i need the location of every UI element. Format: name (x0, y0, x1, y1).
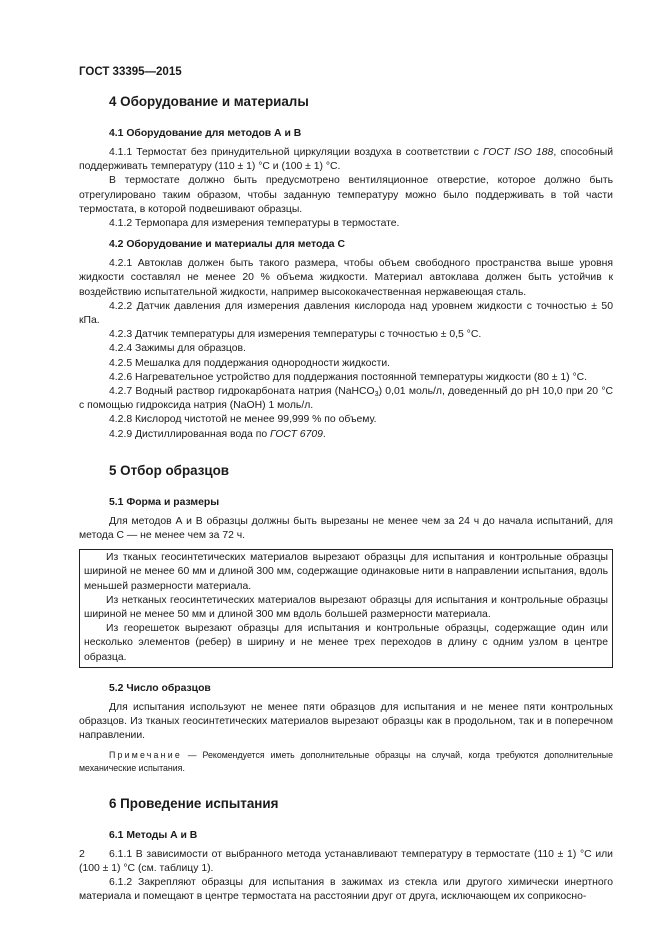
note-text: — Рекомендуется иметь дополнительные образцы на случай, когда требуются дополнительные механические испытания. (79, 749, 613, 773)
standard-reference: ГОСТ 6709 (270, 428, 323, 440)
paragraph-4-2-8: 4.2.8 Кислород чистотой не менее 99,999 % по объему. (109, 414, 377, 426)
box-paragraph-geogrid: Из георешеток вырезают образцы для испытания и контрольные образцы, содержащие один или несколько элементов (ребер) в ширину и не менее трех переходов в длину с одним узлом в центре образца. (84, 623, 608, 663)
paragraph-text: ) 0,01 моль/л, доведенный до рН 10,0 при 20 °С с помощью гидроксида натрия (NaOH) 1 моль/л. (79, 386, 613, 412)
section-6-title: 6 Проведение испытания (109, 795, 279, 811)
subsection-4-2-title: 4.2 Оборудование и материалы для метода С (109, 239, 345, 251)
paragraph-4-2-1: 4.2.1 Автоклав должен быть такого размера, чтобы объем свободного пространства выше уровня жидкости составлял не менее 20 % объема жидкости. Материал автоклава должен быть устойчив к воздействию испытательной жидкости, например высококачественная нержавеющая сталь. (79, 258, 613, 298)
paragraph-5-1: Для методов А и В образцы должны быть вырезаны не менее чем за 24 ч до начала испытаний, для метода С — не менее чем за 72 ч. (79, 515, 613, 542)
subsection-5-2-title: 5.2 Число образцов (109, 682, 211, 694)
paragraph-text: 4.1.1 Термостат без принудительной циркуляции воздуха в соответствии с (109, 147, 483, 158)
document-header: ГОСТ 33395—2015 (79, 66, 182, 78)
paragraph-5-2: Для испытания используют не менее пяти образцов для испытания и не менее пяти контрольных образцов. Из тканых геосинтетических материалов вырезают образцы как в продольном, так и в поперечном направлении. (79, 701, 613, 742)
paragraph-4-2-3: 4.2.3 Датчик температуры для измерения температуры с точностью ± 0,5 °С. (109, 329, 482, 341)
section-4-title: 4 Оборудование и материалы (109, 94, 309, 109)
paragraph-4-1-1-vent: В термостате должно быть предусмотрено вентиляционное отверстие, которое должно быть отрегулировано таким образом, чтобы заданную температуру можно было поддерживать в той части термостата, в которой подвешивают образцы. (79, 175, 613, 215)
paragraph-4-2-4: 4.2.4 Зажимы для образцов. (109, 343, 246, 355)
subscript: 3 (374, 391, 379, 399)
paragraph-4-2-5: 4.2.5 Мешалка для поддержания однородности жидкости. (109, 357, 391, 369)
note-5-2 (79, 749, 613, 775)
paragraph-text: 4.2.7 Водный раствор гидрокарбоната натрия (NaHCO (109, 386, 375, 398)
standard-reference: ГОСТ ISO 188 (482, 147, 554, 158)
paragraph-4-1-2: 4.1.2 Термопара для измерения температуры в термостате. (109, 218, 400, 230)
subsection-4-1-title: 4.1 Оборудование для методов А и В (109, 128, 302, 139)
page-number: 2 (79, 848, 85, 860)
box-paragraph-woven: Из тканых геосинтетических материалов вырезают образцы для испытания и контрольные образцы шириной не менее 60 мм и длиной 300 мм, содержащие одинаковые нити в направлении испытания, вдоль меньшей размерности материала. (84, 552, 608, 592)
boxed-specimen-requirements (79, 549, 613, 668)
paragraph-6-1-1: 6.1.1 В зависимости от выбранного метода устанавливают температуру в термостате (110 ± 1) °С или (100 ± 1) °С (см. таблицу 1). (79, 848, 613, 874)
paragraph-4-1-1 (79, 146, 613, 174)
paragraph-text: , способный поддерживать температуру (110 ± 1) °С и (100 ± 1) °С. (79, 147, 613, 173)
paragraph-text: . (322, 428, 326, 440)
box-paragraph-nonwoven: Из нетканых геосинтетических материалов вырезают образцы для испытания и контрольные образцы шириной не менее 50 мм и длиной 300 мм вдоль большей размерности материала. (84, 594, 608, 621)
paragraph-4-2-2: 4.2.2 Датчик давления для измерения давления кислорода над уровнем жидкости с точностью ± 50 кПа. (79, 300, 613, 327)
paragraph-text: 4.2.9 Дистиллированная вода по (109, 428, 271, 440)
paragraph-4-2-9 (79, 428, 613, 442)
paragraph-6-1-2: 6.1.2 Закрепляют образцы для испытания в зажимах из стекла или другого химически инертного материала и помещают в центре термостата на расстоянии друг от друга, исключающем их соприкосно- (79, 876, 613, 903)
section-5-title: 5 Отбор образцов (109, 462, 230, 478)
note-label: Примечание (109, 749, 182, 760)
paragraph-4-2-6: 4.2.6 Нагревательное устройство для поддержания постоянной температуры жидкости (80 ± 1) °С. (109, 371, 588, 383)
subsection-6-1-title: 6.1 Методы А и В (109, 829, 198, 841)
document-body (79, 93, 613, 904)
paragraph-4-2-7 (79, 385, 613, 413)
subsection-5-1-title: 5.1 Форма и размеры (109, 496, 220, 508)
